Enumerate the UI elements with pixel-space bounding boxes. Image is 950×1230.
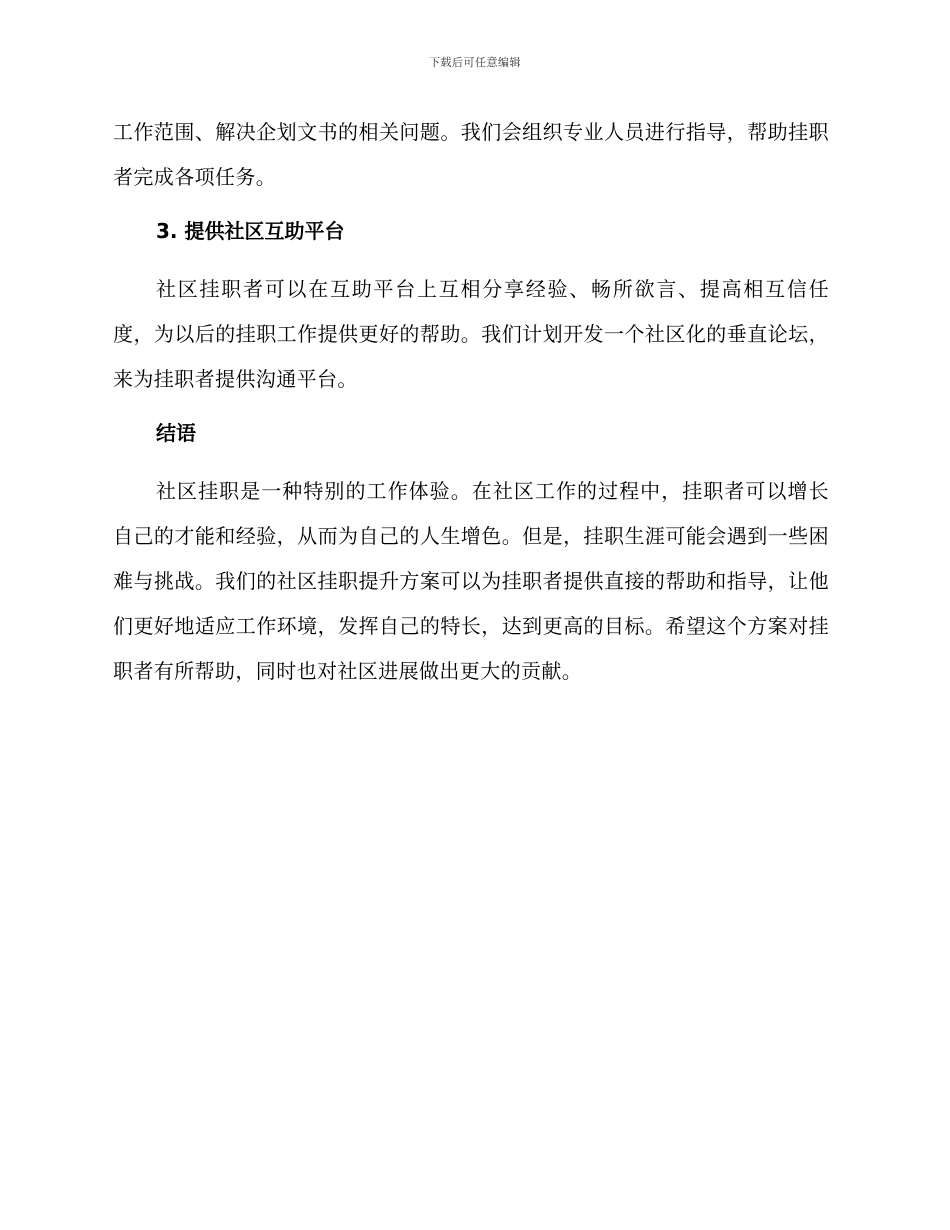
paragraph-mutual-aid-platform: 社区挂职者可以在互助平台上互相分享经验、畅所欲言、提高相互信任度，为以后的挂职工作提供更好的帮助。我们计划开发一个社区化的垂直论坛，来为挂职者提供沟通平台。: [113, 277, 829, 391]
section-heading-3: 3. 提供社区互助平台: [156, 219, 345, 243]
document-body: [113, 110, 829, 694]
paragraph-continued: 工作范围、解决企划文书的相关问题。我们会组织专业人员进行指导，帮助挂职者完成各项任务。: [113, 120, 829, 189]
conclusion-heading: 结语: [156, 421, 196, 445]
header-note: 下载后可任意编辑: [429, 56, 521, 69]
paragraph-conclusion: 社区挂职是一种特别的工作体验。在社区工作的过程中，挂职者可以增长自己的才能和经验，从而为自己的人生增色。但是，挂职生涯可能会遇到一些困难与挑战。我们的社区挂职提升方案可以为挂职者提供直接的帮助和指导，让他们更好地适应工作环境，发挥自己的特长，达到更高的目标。希望这个方案对挂职者有所帮助，同时也对社区进展做出更大的贡献。: [113, 479, 829, 683]
